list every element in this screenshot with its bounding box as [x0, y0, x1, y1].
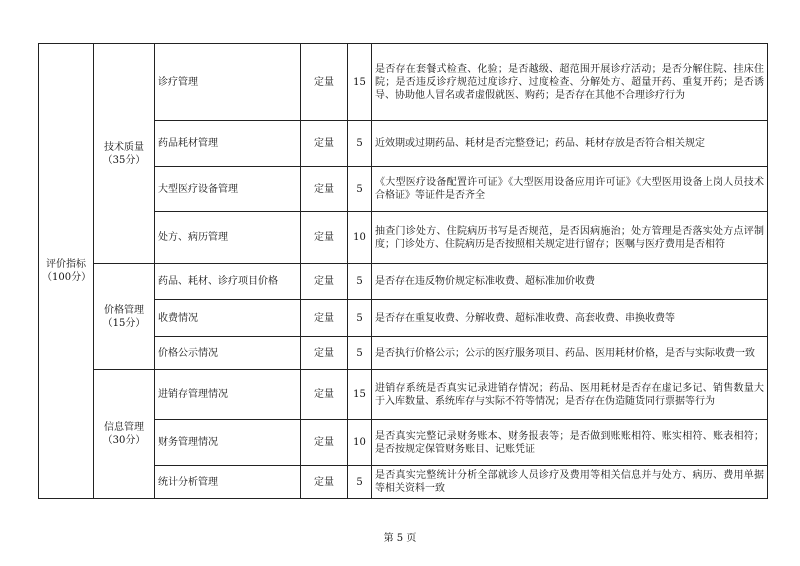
item-cell: 药品耗材管理: [155, 121, 301, 167]
content-cell: 是否真实完整记录财务账本、财务报表等；是否做到账账相符、账实相符、账表相符；是否按规定保管财务账目、记账凭证: [372, 420, 768, 466]
score-cell: 5: [348, 121, 372, 167]
score-cell: 5: [348, 337, 372, 370]
type-cell: 定量: [301, 337, 348, 370]
type-cell: 定量: [301, 212, 348, 264]
item-cell: 收费情况: [155, 300, 301, 337]
item-cell: 财务管理情况: [155, 420, 301, 466]
item-cell: 诊疗管理: [155, 44, 301, 121]
evaluation-table: [38, 43, 768, 499]
score-cell: 10: [348, 212, 372, 264]
type-cell: 定量: [301, 44, 348, 121]
content-cell: 是否存在违反物价规定标准收费、超标准加价收费: [372, 264, 768, 300]
content-cell: 是否执行价格公示；公示的医疗服务项目、药品、医用耗材价格，是否与实际收费一致: [372, 337, 768, 370]
type-cell: 定量: [301, 264, 348, 300]
item-cell: 大型医疗设备管理: [155, 167, 301, 212]
score-cell: 5: [348, 466, 372, 499]
score-cell: 10: [348, 420, 372, 466]
type-cell: 定量: [301, 300, 348, 337]
group-price-cell: 价格管理（15分）: [94, 264, 155, 370]
type-cell: 定量: [301, 167, 348, 212]
score-cell: 15: [348, 370, 372, 420]
content-cell: 抽查门诊处方、住院病历书写是否规范，是否因病施治；处方管理是否落实处方点评制度；门诊处方、住院病历是否按照相关规定进行留存；医嘱与医疗费用是否相符: [372, 212, 768, 264]
table-row: [39, 44, 768, 121]
item-cell: 价格公示情况: [155, 337, 301, 370]
group-main-cell: 评价指标（100分）: [39, 44, 94, 499]
content-cell: 是否真实完整统计分析全部就诊人员诊疗及费用等相关信息并与处方、病历、费用单据等相关资料一致: [372, 466, 768, 499]
content-cell: 是否存在套餐式检查、化验；是否越级、超范围开展诊疗活动；是否分解住院、挂床住院；是否违反诊疗规范过度诊疗、过度检查、分解处方、超量开药、重复开药；是否诱导、协助他人冒名或者虚假就医、购药；是否存在其他不合理诊疗行为: [372, 44, 768, 121]
type-cell: 定量: [301, 420, 348, 466]
group-info-cell: 信息管理（30分）: [94, 370, 155, 499]
content-cell: 是否存在重复收费、分解收费、超标准收费、高套收费、串换收费等: [372, 300, 768, 337]
type-cell: 定量: [301, 466, 348, 499]
item-cell: 处方、病历管理: [155, 212, 301, 264]
score-cell: 5: [348, 167, 372, 212]
content-cell: 进销存系统是否真实记录进销存情况；药品、医用耗材是否存在虚记多记、销售数量大于入库数量、系统库存与实际不符等情况；是否存在伪造随货同行票据等行为: [372, 370, 768, 420]
score-cell: 15: [348, 44, 372, 121]
item-cell: 进销存管理情况: [155, 370, 301, 420]
item-cell: 药品、耗材、诊疗项目价格: [155, 264, 301, 300]
group-tech-cell: 技术质量（35分）: [94, 44, 155, 264]
score-cell: 5: [348, 264, 372, 300]
type-cell: 定量: [301, 370, 348, 420]
page-number: 第 5 页: [383, 533, 417, 544]
item-cell: 统计分析管理: [155, 466, 301, 499]
score-cell: 5: [348, 300, 372, 337]
table-row: [39, 264, 768, 300]
table-row: [39, 370, 768, 420]
type-cell: 定量: [301, 121, 348, 167]
content-cell: 近效期或过期药品、耗材是否完整登记；药品、耗材存放是否符合相关规定: [372, 121, 768, 167]
content-cell: 《大型医疗设备配置许可证》《大型医用设备应用许可证》《大型医用设备上岗人员技术合格证》等证件是否齐全: [372, 167, 768, 212]
